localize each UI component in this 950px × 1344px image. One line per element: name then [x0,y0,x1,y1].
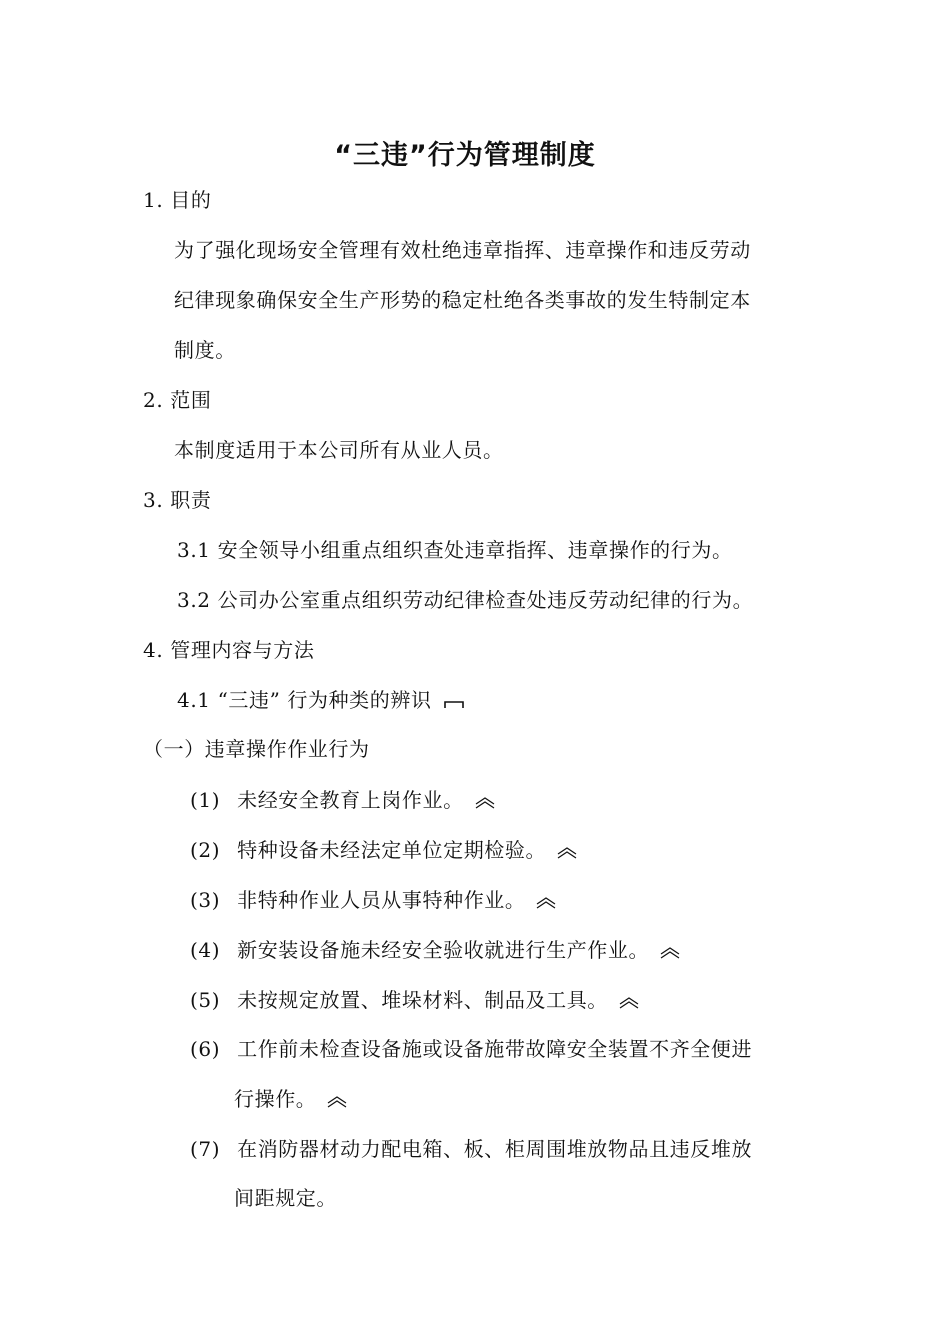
section-1-line-1: 为了强化现场安全管理有效杜绝违章指挥、违章操作和违反劳动 [174,238,751,262]
format-mark-icon [443,695,465,709]
section-2-line-1: 本制度适用于本公司所有从业人员。 [174,438,504,462]
section-1-line-2: 纪律现象确保安全生产形势的稳定杜绝各类事故的发生特制定本 [174,288,751,312]
list-item [190,986,639,1014]
list-item-text: 未经安全教育上岗作业。 [237,788,464,812]
group-1-heading: （一）违章操作作业行为 [143,737,370,761]
list-item-number: (1) [190,788,221,812]
section-2-heading: 2. 范围 [143,388,212,412]
section-3-item-1: 3.1 安全领导小组重点组织查处违章指挥、违章操作的行为。 [177,538,733,562]
list-item-text: 特种设备未经法定单位定期检验。 [237,838,547,862]
list-item-text: 在消防器材动力配电箱、板、柜周围堆放物品且违反堆放 [237,1137,753,1161]
list-item-number: (5) [190,988,221,1012]
section-4-sub-text: 4.1 “三违” 行为种类的辨识 [177,688,432,712]
double-chevron-up-icon [327,1094,347,1108]
document-title: “三违”行为管理制度 [334,140,596,171]
list-item [190,1035,752,1063]
list-item [190,1135,752,1163]
double-chevron-up-icon [619,995,639,1009]
list-item-number: (7) [190,1137,221,1161]
list-item-text: 工作前未检查设备施或设备施带故障安全装置不齐全便进 [237,1037,753,1061]
double-chevron-up-icon [536,895,556,909]
list-item [190,786,495,814]
list-item-text: 新安装设备施未经安全验收就进行生产作业。 [237,938,650,962]
list-item [190,936,680,964]
section-4-heading: 4. 管理内容与方法 [143,638,315,662]
list-item-text: 未按规定放置、堆垛材料、制品及工具。 [237,988,608,1012]
list-item-number: (6) [190,1037,221,1061]
list-item-number: (3) [190,888,221,912]
section-3-item-2: 3.2 公司办公室重点组织劳动纪律检查处违反劳动纪律的行为。 [177,588,754,612]
list-item-number: (2) [190,838,221,862]
section-1-line-3: 制度。 [174,338,236,362]
list-item-continuation [234,1085,347,1113]
list-item [190,836,577,864]
list-item-number: (4) [190,938,221,962]
double-chevron-up-icon [660,945,680,959]
double-chevron-up-icon [557,845,577,859]
list-item-continuation [234,1184,337,1212]
section-1-heading: 1. 目的 [143,188,212,212]
section-3-heading: 3. 职责 [143,488,212,512]
list-item-text: 非特种作业人员从事特种作业。 [237,888,526,912]
list-item-text: 间距规定。 [234,1186,337,1210]
list-item-text: 行操作。 [234,1087,317,1111]
section-4-sub-heading [177,686,465,714]
double-chevron-up-icon [475,795,495,809]
list-item [190,886,556,914]
